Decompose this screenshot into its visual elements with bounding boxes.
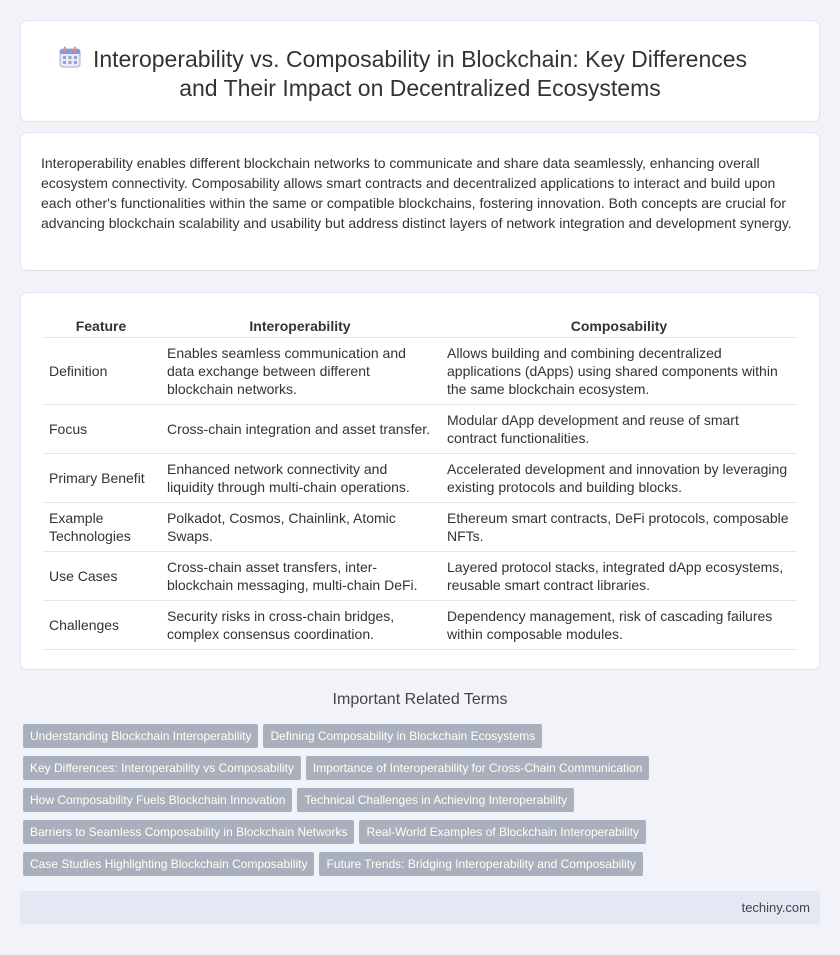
header-composability: Composability [441,315,797,338]
row-feature: Definition [43,338,159,405]
row-interoperability: Enables seamless communication and data exchange between different blockchain networks. [161,338,439,405]
related-term-link[interactable]: Importance of Interoperability for Cross-Chain Communication [306,756,649,780]
row-interoperability: Polkadot, Cosmos, Chainlink, Atomic Swaps. [161,503,439,552]
related-term-link[interactable]: Defining Composability in Blockchain Ecosystems [263,724,542,748]
row-feature: Use Cases [43,552,159,601]
related-term-link[interactable]: How Composability Fuels Blockchain Innovation [23,788,292,812]
table-header-row [43,315,797,338]
related-term-link[interactable]: Case Studies Highlighting Blockchain Composability [23,852,314,876]
table-row [43,405,797,454]
related-term-link[interactable]: Understanding Blockchain Interoperability [23,724,258,748]
table-row [43,552,797,601]
table-row [43,454,797,503]
footer-site-link[interactable]: techiny.com [741,900,810,915]
comparison-table [41,315,799,650]
related-term-link[interactable]: Technical Challenges in Achieving Interoperability [297,788,574,812]
header-feature: Feature [43,315,159,338]
table-row [43,503,797,552]
row-feature: Challenges [43,601,159,650]
row-composability: Allows building and combining decentralized applications (dApps) using shared components within the same blockchain ecosystem. [441,338,797,405]
header-card [20,20,820,122]
row-feature: Example Technologies [43,503,159,552]
row-composability: Dependency management, risk of cascading failures within composable modules. [441,601,797,650]
row-composability: Modular dApp development and reuse of smart contract functionalities. [441,405,797,454]
table-row [43,601,797,650]
row-interoperability: Cross-chain integration and asset transfer. [161,405,439,454]
page-title-line2: and Their Impact on Decentralized Ecosystems [179,75,661,101]
footer [20,891,820,924]
row-feature: Primary Benefit [43,454,159,503]
row-feature: Focus [43,405,159,454]
row-interoperability: Cross-chain asset transfers, inter-blockchain messaging, multi-chain DeFi. [161,552,439,601]
intro-paragraph: Interoperability enables different blockchain networks to communicate and share data seamlessly, enhancing overall ecosystem connectivity. Composability allows smart contracts and decentralized applications to interact and build upon each other's functionalities within the same or compatible blockchains, fostering innovation. Both concepts are crucial for advancing blockchain scalability and usability but address distinct layers of network integration and development synergy. [41,155,792,231]
row-composability: Layered protocol stacks, integrated dApp ecosystems, reusable smart contract libraries. [441,552,797,601]
page-title-line1: Interoperability vs. Composability in Blockchain: Key Differences [92,46,748,72]
row-composability: Ethereum smart contracts, DeFi protocols, composable NFTs. [441,503,797,552]
row-interoperability: Security risks in cross-chain bridges, complex consensus coordination. [161,601,439,650]
related-term-link[interactable]: Real-World Examples of Blockchain Interoperability [359,820,646,844]
related-terms-list [23,724,823,884]
related-terms-title: Important Related Terms [332,691,508,708]
related-term-link[interactable]: Future Trends: Bridging Interoperability and Composability [319,852,643,876]
header-interoperability: Interoperability [161,315,439,338]
comparison-table-card [20,292,820,670]
row-interoperability: Enhanced network connectivity and liquidity through multi-chain operations. [161,454,439,503]
table-row [43,338,797,405]
related-term-link[interactable]: Barriers to Seamless Composability in Blockchain Networks [23,820,354,844]
row-composability: Accelerated development and innovation by leveraging existing protocols and building blocks. [441,454,797,503]
page-title [93,45,747,103]
intro-card [20,132,820,271]
related-term-link[interactable]: Key Differences: Interoperability vs Composability [23,756,301,780]
